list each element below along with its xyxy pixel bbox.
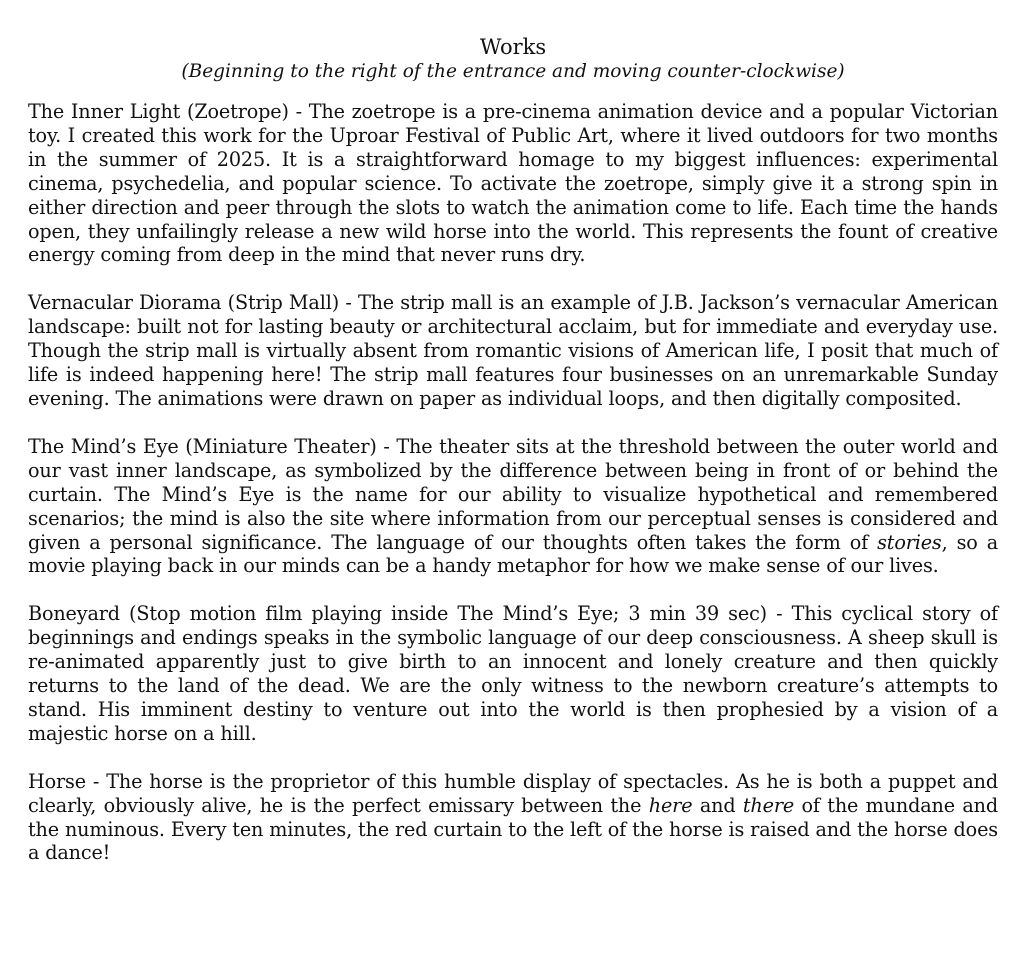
work-entry-horse	[28, 770, 998, 866]
work-entry-text: The Mind’s Eye (Miniature Theater) - The theater sits at the threshold between the outer world and our vast inner landscape, as symbolized by the difference between being in front of or behind the curtain. The Mind’s Eye is the name for our ability to visualize hypothetical and remembered scenarios; the mind is also the site where information from our perceptual senses is considered and given a personal significance. The language of our thoughts often takes the form of	[28, 434, 998, 554]
work-entry-inner-light	[28, 100, 998, 267]
work-entry-text-middle: and	[692, 793, 743, 817]
emphasis-there: there	[742, 793, 795, 817]
work-entry-vernacular-diorama	[28, 291, 998, 411]
work-entry-minds-eye	[28, 435, 998, 578]
work-entry-text: The Inner Light (Zoetrope) - The zoetrope is a pre-cinema animation device and a popular Victorian toy. I created this work for the Uproar Festival of Public Art, where it lived outdoors for two months in the summer of 2025. It is a straightforward homage to my biggest influences: experimental cinema, psychedelia, and popular science. To activate the zoetrope, simply give it a strong spin in either direction and peer through the slots to watch the animation come to life. Each time the hands open, they unfailingly release a new wild horse into the world. This represents the fount of creative energy coming from deep in the mind that never runs dry.	[28, 100, 998, 267]
page-title: Works	[479, 35, 547, 59]
work-entry-text: Vernacular Diorama (Strip Mall) - The strip mall is an example of J.B. Jackson’s vernacular American landscape: built not for lasting beauty or architectural acclaim, but for immediate and everyday use. Though the strip mall is virtually absent from romantic visions of American life, I posit that much of life is indeed happening here! The strip mall features four businesses on an unremarkable Sunday evening. The animations were drawn on paper as individual loops, and then digitally composited.	[28, 291, 998, 410]
work-entry-text: Horse - The horse is the proprietor of this humble display of spectacles. As he is both a puppet and clearly, obviously alive, he is the perfect emissary between the	[28, 769, 998, 817]
page-subtitle: (Beginning to the right of the entrance and moving counter-clockwise)	[181, 61, 845, 82]
work-entry-text-continued: , so a movie playing back in our minds can be a handy metaphor for how we make sense of our lives.	[28, 530, 998, 578]
work-entry-boneyard	[28, 602, 998, 745]
work-entry-text: Boneyard (Stop motion film playing inside The Mind’s Eye; 3 min 39 sec) - This cyclical story of beginnings and endings speaks in the symbolic language of our deep consciousness. A sheep skull is re-animated apparently just to give birth to an innocent and lonely creature and then quickly returns to the land of the dead. We are the only witness to the newborn creature’s attempts to stand. His imminent destiny to venture out into the world is then prophesied by a vision of a majestic horse on a hill.	[28, 602, 998, 745]
work-entry-text-continued: of the mundane and the numinous. Every ten minutes, the red curtain to the left of the horse is raised and the horse does a dance!	[28, 793, 998, 865]
emphasis-here: here	[648, 793, 693, 817]
emphasis-stories: stories	[877, 530, 942, 554]
